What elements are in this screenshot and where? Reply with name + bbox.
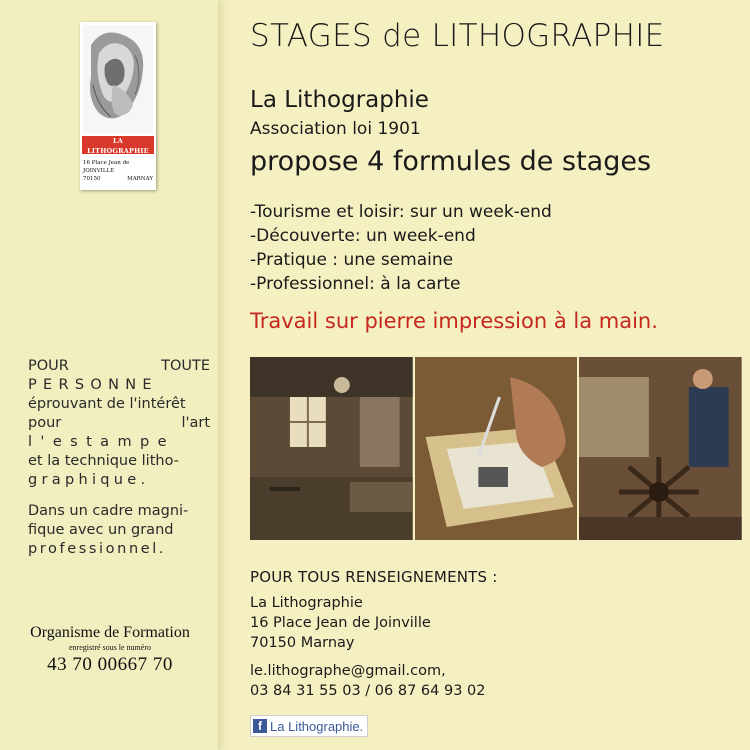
- card-banner-title: LA LITHOGRAPHIE: [87, 137, 149, 155]
- pitch-text: [28, 357, 210, 559]
- business-card: [80, 22, 156, 190]
- pitch-line: éprouvant de l'intérêt: [28, 396, 186, 412]
- contact-heading: POUR TOUS RENSEIGNEMENTS :: [250, 568, 498, 586]
- photo-strip: [250, 357, 742, 540]
- sidebar: [0, 0, 219, 750]
- facebook-label: La Lithographie.: [270, 718, 364, 734]
- organisme-number: 43 70 00667 70: [47, 654, 173, 675]
- pitch-line-text: l'art: [181, 415, 210, 431]
- formula-item: -Professionnel: à la carte: [250, 274, 461, 294]
- page-title: STAGES de LITHOGRAPHIE: [250, 18, 665, 54]
- pitch-line: et la technique litho-: [28, 453, 179, 469]
- pitch-line: l'estampe: [28, 434, 175, 450]
- propose-heading: propose 4 formules de stages: [250, 146, 652, 177]
- highlight-text: Travail sur pierre impression à la main.: [250, 309, 658, 333]
- card-address-line: 16 Place Jean de JOINVILLE: [83, 160, 130, 174]
- organisme-title: Organisme de Formation: [30, 624, 190, 641]
- formula-item: -Tourisme et loisir: sur un week-end: [250, 202, 552, 222]
- contact-email[interactable]: le.lithographe@gmail.com,: [250, 663, 446, 679]
- association-name: La Lithographie: [250, 87, 429, 113]
- pitch-line-text: TOUTE: [161, 358, 210, 374]
- card-city: MARNAY: [127, 176, 153, 182]
- contact-block: [250, 567, 740, 701]
- pitch-line: graphique.: [28, 472, 150, 488]
- association-status: Association loi 1901: [250, 119, 421, 139]
- pitch-line-text: pour: [28, 415, 62, 431]
- facebook-icon: f: [253, 719, 267, 733]
- card-engraving-image: [83, 25, 153, 133]
- card-postcode: 70150: [83, 176, 101, 182]
- card-banner-subtitle: Association Loi 1901: [102, 156, 134, 160]
- pitch-line: PERSONNE: [28, 377, 158, 393]
- pitch-line: [28, 414, 210, 433]
- contact-phones: 03 84 31 55 03 / 06 87 64 93 02: [250, 683, 486, 699]
- facebook-link[interactable]: [250, 715, 368, 737]
- workshop-photo: [250, 357, 413, 540]
- pitch-line-text: POUR: [28, 358, 69, 374]
- contact-name: La Lithographie: [250, 595, 363, 611]
- pitch-line: professionnel.: [28, 541, 167, 557]
- organisme-subtitle: enregistré sous le numéro: [69, 643, 151, 652]
- pitch-line: [28, 357, 210, 376]
- contact-street: 16 Place Jean de Joinville: [250, 615, 431, 631]
- card-banner: [82, 136, 154, 160]
- formula-item: -Pratique : une semaine: [250, 250, 454, 270]
- organisme-block: [20, 623, 200, 677]
- formulas-list: [250, 200, 552, 296]
- pitch-line: fique avec un grand: [28, 522, 174, 538]
- pitch-line: Dans un cadre magni-: [28, 503, 189, 519]
- formula-item: -Découverte: un week-end: [250, 226, 476, 246]
- drawing-on-stone-photo: [415, 357, 578, 540]
- card-address: [83, 159, 153, 183]
- contact-city: 70150 Marnay: [250, 635, 355, 651]
- printing-press-photo: [579, 357, 742, 540]
